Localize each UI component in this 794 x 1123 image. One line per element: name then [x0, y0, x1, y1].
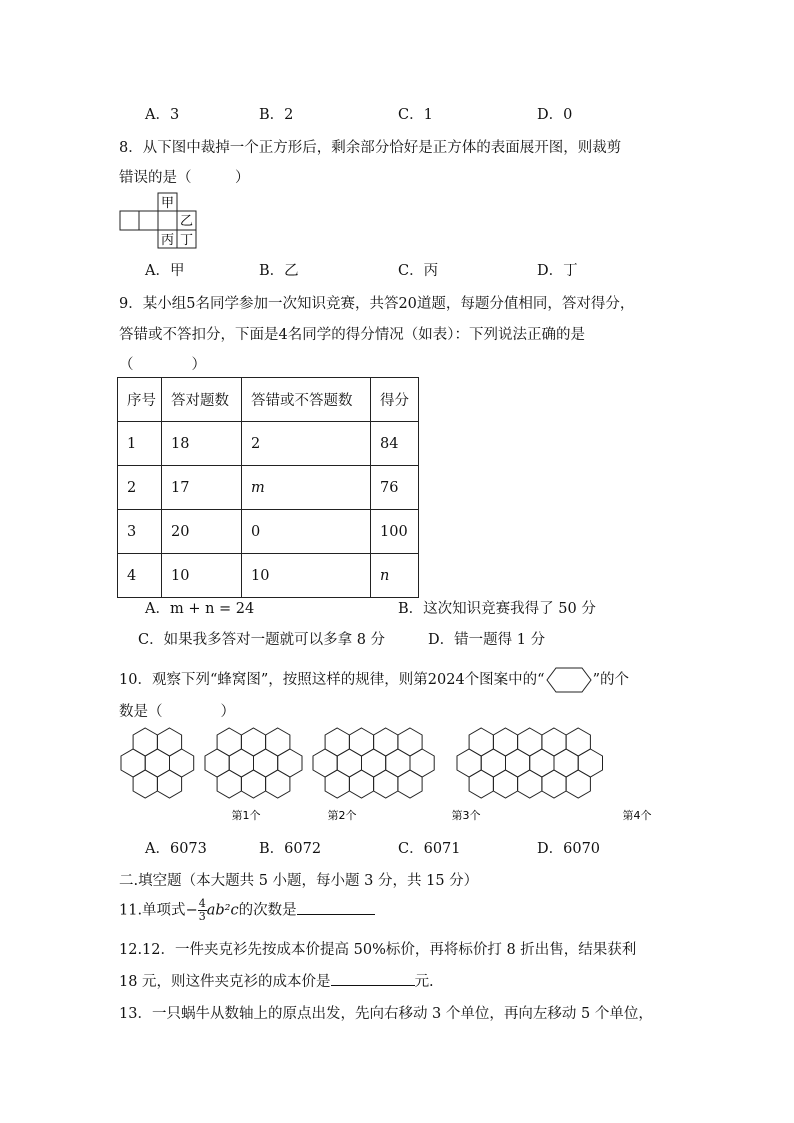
- q10-stem-line1: [119, 667, 629, 693]
- honeycomb-cell: [386, 749, 410, 777]
- honeycomb-cell: [254, 749, 278, 777]
- table-header-row: [118, 378, 419, 422]
- honeycomb-cell: [217, 770, 241, 798]
- table-row: [118, 466, 419, 510]
- q9-stem-line3: （ ）: [119, 357, 206, 373]
- q10-option-a: A．6073: [145, 841, 207, 857]
- figure-label-2: 第2个: [327, 809, 357, 822]
- q8-stem-line1: 8．从下图中裁掉一个正方形后，剩余部分恰好是正方体的表面展开图，则裁剪: [119, 140, 622, 156]
- cell-ding: 丁: [179, 233, 194, 248]
- q11-term: ab²c: [206, 902, 239, 919]
- honeycomb-cell: [481, 749, 505, 777]
- q9-option-b: B．这次知识竞赛我得了 50 分: [398, 601, 596, 617]
- honeycomb-cell: [518, 770, 542, 798]
- q10-stem-part2: ”的个: [592, 672, 630, 688]
- q11-fraction: [198, 898, 207, 923]
- honeycomb-cell: [506, 749, 530, 777]
- q7-option-d: D．0: [537, 107, 573, 123]
- q8-option-a: A．甲: [145, 263, 185, 279]
- table-header: 得分: [371, 378, 419, 422]
- honeycomb-cell: [566, 770, 590, 798]
- honeycomb-cell: [457, 749, 481, 777]
- table-cell: 3: [118, 510, 162, 554]
- honeycomb-cell: [157, 770, 181, 798]
- q12-stem-line1: 12.12．一件夹克衫先按成本价提高 50%标价，再将标价打 8 折出售，结果获利: [119, 942, 637, 958]
- q12-answer-blank[interactable]: [331, 971, 415, 986]
- q9-option-a: A．m + n = 24: [145, 601, 255, 617]
- table-header: 答错或不答题数: [242, 378, 371, 422]
- honeycomb-cell: [157, 728, 181, 756]
- table-cell: 17: [162, 466, 242, 510]
- q11-suffix: 的次数是: [238, 902, 297, 919]
- honeycomb-cell: [398, 770, 422, 798]
- q9-option-c: C．如果我多答对一题就可以多拿 8 分: [138, 632, 386, 648]
- honeycomb-cell: [241, 728, 265, 756]
- honeycomb-cell: [266, 728, 290, 756]
- honeycomb-cell: [325, 770, 349, 798]
- q8-option-d: D．丁: [537, 263, 578, 279]
- q8-option-b: B．乙: [259, 263, 299, 279]
- table-cell: 2: [242, 422, 371, 466]
- honeycomb-cell: [518, 728, 542, 756]
- table-row: [118, 510, 419, 554]
- q10-stem-part1: 10．观察下列“蜂窝图”，按照这样的规律，则第2024个图案中的“: [119, 672, 545, 688]
- q11-answer-blank[interactable]: [297, 900, 375, 915]
- honeycomb-cell: [121, 749, 145, 777]
- honeycomb-figures: [110, 722, 652, 832]
- q13-stem-line1: 13．一只蜗牛从数轴上的原点出发，先向右移动 3 个单位，再向左移动 5 个单位，: [119, 1006, 653, 1022]
- honeycomb-cell: [542, 770, 566, 798]
- table-header: 序号: [118, 378, 162, 422]
- table-header: 答对题数: [162, 378, 242, 422]
- figure-label-3: 第3个: [451, 809, 481, 822]
- table-cell: 0: [242, 510, 371, 554]
- honeycomb-cell: [217, 728, 241, 756]
- cell-bing: 丙: [160, 233, 175, 248]
- cell-yi: 乙: [179, 214, 194, 229]
- table-row: [118, 422, 419, 466]
- honeycomb-cell: [566, 728, 590, 756]
- q10-option-d: D．6070: [537, 841, 601, 857]
- cube-net-figure: [118, 192, 200, 250]
- q11-frac-num: 4: [198, 897, 206, 910]
- table-cell: 100: [371, 510, 419, 554]
- table-cell: 2: [118, 466, 162, 510]
- table-cell: n: [371, 554, 419, 598]
- score-table: [117, 377, 419, 598]
- q11-stem: [119, 898, 375, 923]
- honeycomb-cell: [493, 728, 517, 756]
- honeycomb-cell: [133, 728, 157, 756]
- honeycomb-cell: [469, 770, 493, 798]
- q11-frac-den: 3: [198, 910, 206, 923]
- q11-prefix: 11.单项式: [119, 902, 186, 919]
- honeycomb-cell: [554, 749, 578, 777]
- q8-option-c: C．丙: [398, 263, 439, 279]
- honeycomb-cell: [362, 749, 386, 777]
- table-cell: 76: [371, 466, 419, 510]
- honeycomb-cell: [398, 728, 422, 756]
- table-cell: m: [242, 466, 371, 510]
- hexagon-icon: [546, 667, 592, 693]
- honeycomb-cell: [266, 770, 290, 798]
- figure-label-1: 第1个: [231, 809, 261, 822]
- table-cell: 4: [118, 554, 162, 598]
- honeycomb-cell: [325, 728, 349, 756]
- honeycomb-cell: [133, 770, 157, 798]
- honeycomb-cell: [337, 749, 361, 777]
- honeycomb-cell: [349, 770, 373, 798]
- honeycomb-cell: [205, 749, 229, 777]
- table-cell: 10: [242, 554, 371, 598]
- honeycomb-cell: [530, 749, 554, 777]
- q7-option-b: B．2: [259, 107, 294, 123]
- table-row: [118, 554, 419, 598]
- q10-option-c: C．6071: [398, 841, 461, 857]
- q12-stem-line2: [119, 970, 434, 991]
- q11-minus: −: [185, 902, 198, 919]
- honeycomb-cell: [493, 770, 517, 798]
- honeycomb-cell: [229, 749, 253, 777]
- cell-jia: 甲: [160, 196, 175, 211]
- q7-option-c: C．1: [398, 107, 433, 123]
- honeycomb-cell: [313, 749, 337, 777]
- q10-option-b: B．6072: [259, 841, 322, 857]
- q10-stem-line2: 数是（ ）: [119, 704, 235, 720]
- table-cell: 18: [162, 422, 242, 466]
- honeycomb-cell: [145, 749, 169, 777]
- q7-option-a: A．3: [145, 107, 180, 123]
- honeycomb-cell: [410, 749, 434, 777]
- honeycomb-cell: [170, 749, 194, 777]
- section-title: 二.填空题（本大题共 5 小题，每小题 3 分，共 15 分）: [119, 873, 479, 889]
- q9-stem-line1: 9．某小组5名同学参加一次知识竞赛，共答20道题，每题分值相同，答对得分，: [119, 296, 635, 312]
- honeycomb-cell: [542, 728, 566, 756]
- q12-stem-part1: 18 元，则这件夹克衫的成本价是: [119, 974, 331, 990]
- honeycomb-cell: [349, 728, 373, 756]
- honeycomb-cell: [469, 728, 493, 756]
- honeycomb-cell: [278, 749, 302, 777]
- q9-option-d: D．错一题得 1 分: [428, 632, 546, 648]
- table-cell: 20: [162, 510, 242, 554]
- honeycomb-cell: [374, 728, 398, 756]
- q12-stem-part2: 元.: [414, 974, 434, 990]
- table-cell: 1: [118, 422, 162, 466]
- q8-stem-line2: 错误的是（ ）: [119, 170, 250, 186]
- q9-stem-line2: 答错或不答扣分，下面是4名同学的得分情况（如表）：下列说法正确的是: [119, 327, 585, 343]
- honeycomb-cell: [578, 749, 602, 777]
- table-cell: 10: [162, 554, 242, 598]
- table-cell: 84: [371, 422, 419, 466]
- honeycomb-cell: [374, 770, 398, 798]
- figure-label-4: 第4个: [622, 809, 652, 822]
- honeycomb-cell: [241, 770, 265, 798]
